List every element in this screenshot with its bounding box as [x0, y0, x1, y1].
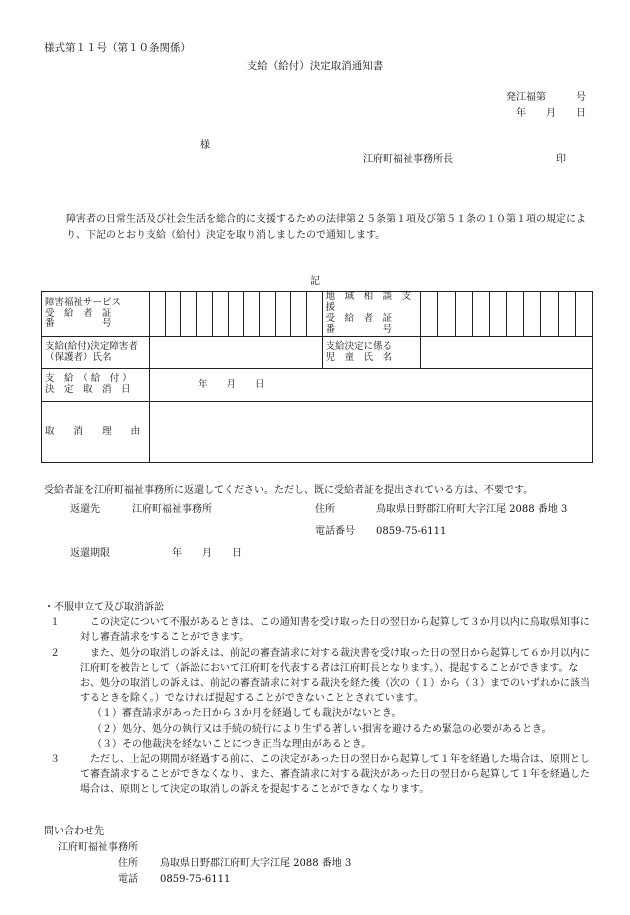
- cancel-date-field[interactable]: 年 月 日: [149, 369, 592, 402]
- recipient-name-field[interactable]: [149, 337, 322, 369]
- regional-cert-digit-box[interactable]: [575, 292, 592, 337]
- sender-name: 江府町福祉事務所長: [363, 154, 453, 165]
- appeal-sub-list: [80, 706, 592, 752]
- table-row: [42, 337, 593, 369]
- regional-cert-digit-box[interactable]: [524, 292, 541, 337]
- appeal-item-1: [44, 615, 592, 645]
- sub-item-3: （３）その他裁決を経ないことにつき正当な理由があるとき。: [92, 738, 372, 750]
- contact-address: 鳥取県日野郡江府町大字江尾 2088 番地 3: [160, 858, 352, 869]
- document-title: 支給（給付）決定取消通知書: [246, 60, 384, 72]
- form-number: 様式第１１号（第１０条関係）: [44, 42, 191, 54]
- sub-item-1: （１）審査請求があった日から３か月を経過しても裁決がないとき。: [92, 708, 402, 720]
- cancel-reason-field[interactable]: [149, 402, 592, 463]
- issue-number: 発江福第 号: [506, 92, 586, 103]
- return-note: 受給者証を江府町福祉事務所に返還してください。ただし、既に受給者証を提出されている方は、不要です。: [44, 485, 534, 496]
- appeal-item-3: [44, 752, 592, 798]
- regional-cert-digit-box[interactable]: [507, 292, 524, 337]
- cancel-reason-label: 取 消 理 由: [42, 402, 150, 463]
- contact-org: 江府町福祉事務所: [58, 842, 138, 853]
- ki-heading: 記: [310, 276, 320, 287]
- seal-mark: 印: [556, 154, 566, 165]
- return-deadline-label: 返還期限: [70, 548, 110, 559]
- cancel-date-label: 支 給 （ 給 付 ） 決 定 取 消 日: [42, 369, 150, 402]
- cert-number-label: 障害福祉サービス 受 給 者 証 番 号: [42, 292, 150, 337]
- item-number: ２: [50, 647, 60, 659]
- cert-digit-box[interactable]: [197, 292, 213, 337]
- sub-item-2: （２）処分、処分の執行又は手続の続行により生ずる著しい損害を避けるため緊急の必要があるとき。: [92, 723, 552, 735]
- recipient-suffix: 様: [200, 140, 210, 151]
- regional-cert-number-label: 地 域 相 談 支 援 受 給 者 証 番 号: [322, 292, 421, 337]
- return-address: 鳥取県日野郡江府町大字江尾 2088 番地 3: [376, 504, 568, 515]
- return-deadline: 年 月 日: [172, 548, 242, 559]
- cert-digit-box[interactable]: [181, 292, 197, 337]
- cert-digit-box[interactable]: [228, 292, 244, 337]
- contact-tel-label: 電話: [118, 874, 138, 885]
- item-number: ３: [50, 754, 60, 766]
- return-destination-label: 返還先: [70, 504, 100, 515]
- return-destination: 江府町福祉事務所: [132, 504, 212, 515]
- cert-digit-box[interactable]: [291, 292, 307, 337]
- decision-table: [41, 291, 593, 463]
- regional-cert-digit-box[interactable]: [438, 292, 455, 337]
- regional-cert-digit-box[interactable]: [558, 292, 575, 337]
- return-address-label: 住所: [315, 504, 335, 515]
- cert-digit-box[interactable]: [275, 292, 291, 337]
- cert-digit-box[interactable]: [212, 292, 228, 337]
- item-text: ただし、上記の期間が経過する前に、この決定があった日の翌日から起算して１年を経過した場合は、原則として審査請求することができなくなり、また、審査請求に対する裁決があった日の翌日から起算して１年を経過した場合は、原則として決定の取消しの訴えを提起することができなくなります。: [80, 754, 590, 796]
- contact-address-label: 住所: [118, 858, 138, 869]
- appeal-heading: ・不服申立て及び取消訴訟: [44, 602, 164, 613]
- table-row: [42, 402, 593, 463]
- item-text: この決定について不服があるときは、この通知書を受け取った日の翌日から起算して３か月以内に鳥取県知事に対し審査請求をすることができます。: [80, 617, 590, 644]
- item-text: また、処分の取消しの訴えは、前記の審査請求に対する裁決書を受け取った日の翌日から起算して６か月以内に江府町を被告として（訴訟において江府町を代表する者は江府町長となります。）、提起することができます。なお、処分の取消しの訴えは、前記の審査請求に対する裁決を経た後（次の（１）から（３）までのいずれかに該当するときを除く。）でなければ提起することができないこととされています。: [80, 647, 590, 705]
- issue-date: 年 月 日: [516, 108, 586, 119]
- cert-digit-box[interactable]: [244, 292, 260, 337]
- regional-cert-digit-box[interactable]: [541, 292, 558, 337]
- appeal-item-2: [44, 646, 592, 707]
- cert-digit-box[interactable]: [165, 292, 181, 337]
- regional-cert-digit-box[interactable]: [455, 292, 472, 337]
- item-number: １: [50, 617, 60, 629]
- return-tel: 0859-75-6111: [376, 526, 447, 537]
- cert-digit-box[interactable]: [260, 292, 276, 337]
- child-name-label: 支給決定に係る 児 童 氏 名: [322, 337, 421, 369]
- regional-cert-digit-box[interactable]: [489, 292, 506, 337]
- contact-tel: 0859-75-6111: [160, 874, 231, 885]
- regional-cert-digit-box[interactable]: [472, 292, 489, 337]
- contact-heading: 問い合わせ先: [44, 826, 104, 837]
- table-spacer: [307, 292, 322, 337]
- recipient-name-label: 支給(給付)決定障害者 （保護者）氏名: [42, 337, 150, 369]
- child-name-field[interactable]: [421, 337, 593, 369]
- appeal-section: [44, 600, 592, 798]
- regional-cert-digit-box[interactable]: [421, 292, 438, 337]
- cert-digit-box[interactable]: [149, 292, 165, 337]
- notice-paragraph: 障害者の日常生活及び社会生活を総合的に支援するための法律第２５条第１項及び第５１条の１０第１項の規定により、下記のとおり支給（給付）決定を取り消しましたので通知します。: [66, 214, 586, 241]
- return-tel-label: 電話番号: [315, 526, 355, 537]
- table-row: [42, 369, 593, 402]
- table-row: [42, 292, 593, 337]
